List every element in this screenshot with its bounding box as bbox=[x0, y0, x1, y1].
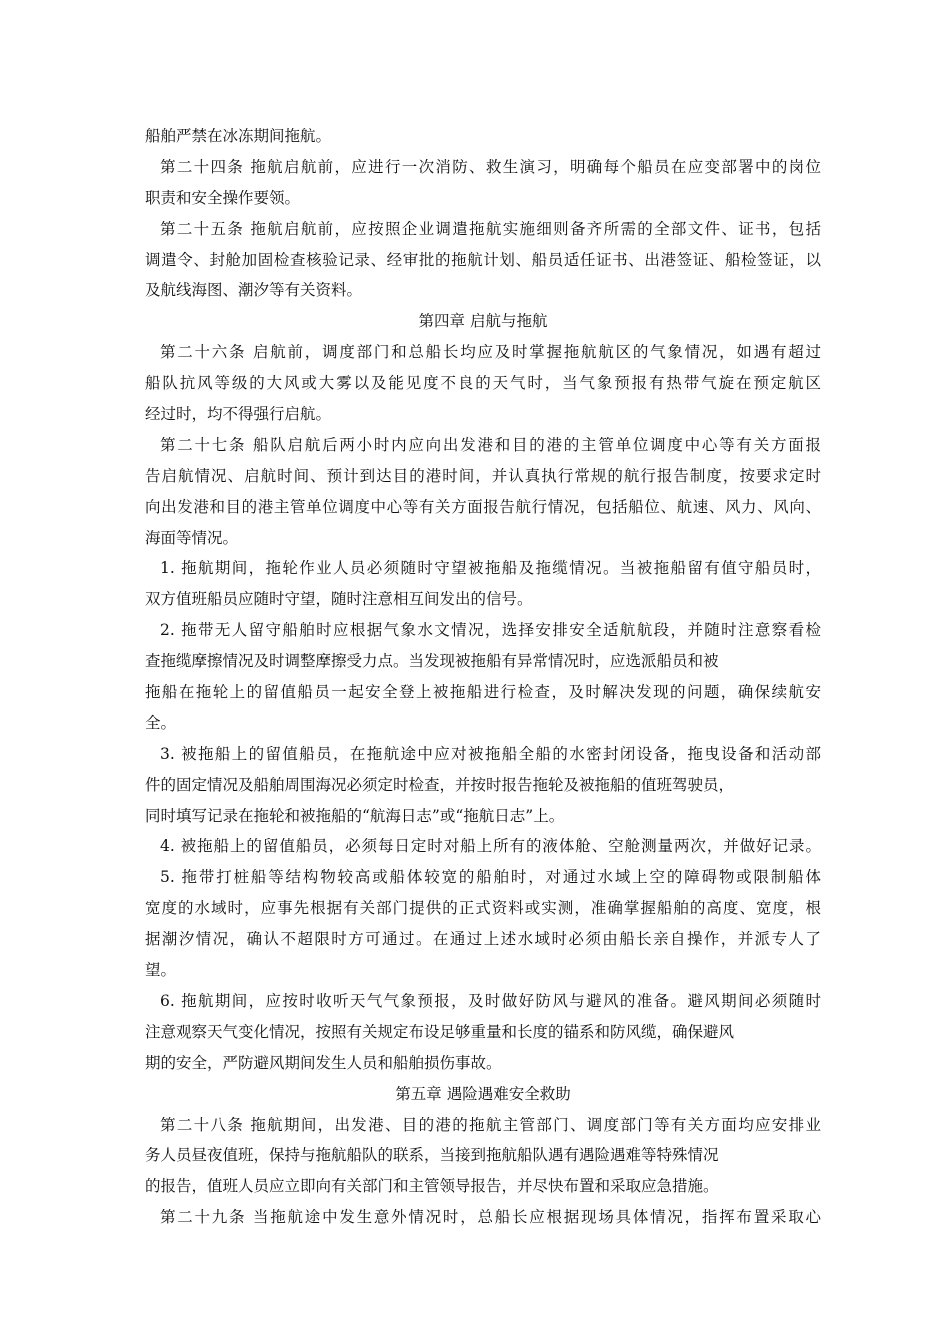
text-line: 期的安全，严防避风期间发生人员和船舶损伤事故。 bbox=[145, 1053, 502, 1072]
text-line: 第二十五条 拖航启航前，应按照企业调遣拖航实施细则备齐所需的全部文件、证书，包括 bbox=[160, 219, 821, 238]
document-body bbox=[145, 121, 821, 1233]
text-line: 第二十四条 拖航启航前，应进行一次消防、救生演习，明确每个船员在应变部署中的岗位 bbox=[160, 157, 821, 176]
text-line: 查拖缆摩擦情况及时调整摩擦受力点。当发现被拖船有异常情况时，应选派船员和被 bbox=[145, 652, 719, 671]
text-line: 同时填写记录在拖轮和被拖船的“航海日志”或“拖航日志”上。 bbox=[145, 806, 565, 825]
text-line: 第二十六条 启航前，调度部门和总船长均应及时掌握拖航航区的气象情况，如遇有超过 bbox=[160, 343, 821, 362]
text-line: 4. 被拖船上的留值船员，必须每日定时对船上所有的液体舱、空舱测量两次，并做好记录。 bbox=[160, 837, 821, 856]
text-line: 据潮汐情况，确认不超限时方可通过。在通过上述水域时必须由船长亲自操作，并派专人了 bbox=[145, 930, 821, 949]
text-line: 注意观察天气变化情况，按照有关规定布设足够重量和长度的锚系和防风缆，确保避风 bbox=[145, 1022, 735, 1041]
text-line: 船队抗风等级的大风或大雾以及能见度不良的天气时，当气象预报有热带气旋在预定航区 bbox=[145, 374, 821, 393]
text-line: 职责和安全操作要领。 bbox=[145, 188, 301, 207]
chapter-heading: 第五章 遇险遇难安全救助 bbox=[395, 1084, 571, 1103]
text-line: 双方值班船员应随时守望，随时注意相互间发出的信号。 bbox=[145, 590, 533, 609]
text-line: 第二十九条 当拖航途中发生意外情况时，总船长应根据现场具体情况，指挥布置采取心 bbox=[160, 1208, 821, 1227]
text-line: 宽度的水域时，应事先根据有关部门提供的正式资料或实测，准确掌握船舶的高度、宽度，根 bbox=[145, 899, 821, 918]
text-line: 及航线海图、潮汐等有关资料。 bbox=[145, 281, 363, 300]
text-line: 5. 拖带打桩船等结构物较高或船体较宽的船舶时，对通过水域上空的障碍物或限制船体 bbox=[160, 868, 821, 887]
text-line: 第二十八条 拖航期间，出发港、目的港的拖航主管部门、调度部门等有关方面均应安排业 bbox=[160, 1115, 821, 1134]
text-line: 务人员昼夜值班，保持与拖航船队的联系，当接到拖航船队遇有遇险遇难等特殊情况 bbox=[145, 1146, 719, 1165]
text-line: 海面等情况。 bbox=[145, 528, 239, 547]
text-line: 的报告，值班人员应立即向有关部门和主管领导报告，并尽快布置和采取应急措施。 bbox=[145, 1177, 719, 1196]
text-line: 第二十七条 船队启航后两小时内应向出发港和目的港的主管单位调度中心等有关方面报 bbox=[160, 435, 821, 454]
text-line: 2. 拖带无人留守船舶时应根据气象水文情况，选择安排安全适航航段，并随时注意察看检 bbox=[160, 621, 821, 640]
text-line: 告启航情况、启航时间、预计到达目的港时间，并认真执行常规的航行报告制度，按要求定时 bbox=[145, 466, 821, 485]
text-line: 全。 bbox=[145, 713, 177, 732]
text-line: 1. 拖航期间，拖轮作业人员必须随时守望被拖船及拖缆情况。当被拖船留有值守船员时， bbox=[160, 559, 821, 578]
text-line: 6. 拖航期间，应按时收听天气气象预报，及时做好防风与避风的准备。避风期间必须随时 bbox=[160, 991, 821, 1010]
text-line: 拖船在拖轮上的留值船员一起安全登上被拖船进行检查，及时解决发现的问题，确保续航安 bbox=[145, 683, 821, 702]
text-line: 3. 被拖船上的留值船员，在拖航途中应对被拖船全船的水密封闭设备，拖曳设备和活动部 bbox=[160, 744, 821, 763]
text-line: 经过时，均不得强行启航。 bbox=[145, 405, 332, 424]
text-line: 调遣令、封舱加固检查核验记录、经审批的拖航计划、船员适任证书、出港签证、船检签证，以 bbox=[145, 250, 821, 269]
chapter-heading: 第四章 启航与拖航 bbox=[418, 312, 548, 331]
text-line: 向出发港和目的港主管单位调度中心等有关方面报告航行情况，包括船位、航速、风力、风向、 bbox=[145, 497, 821, 516]
text-line: 船舶严禁在冰冻期间拖航。 bbox=[145, 127, 332, 145]
text-line: 望。 bbox=[145, 961, 177, 980]
text-line: 件的固定情况及船舶周围海况必须定时检查，并按时报告拖轮及被拖船的值班驾驶员， bbox=[145, 775, 735, 794]
